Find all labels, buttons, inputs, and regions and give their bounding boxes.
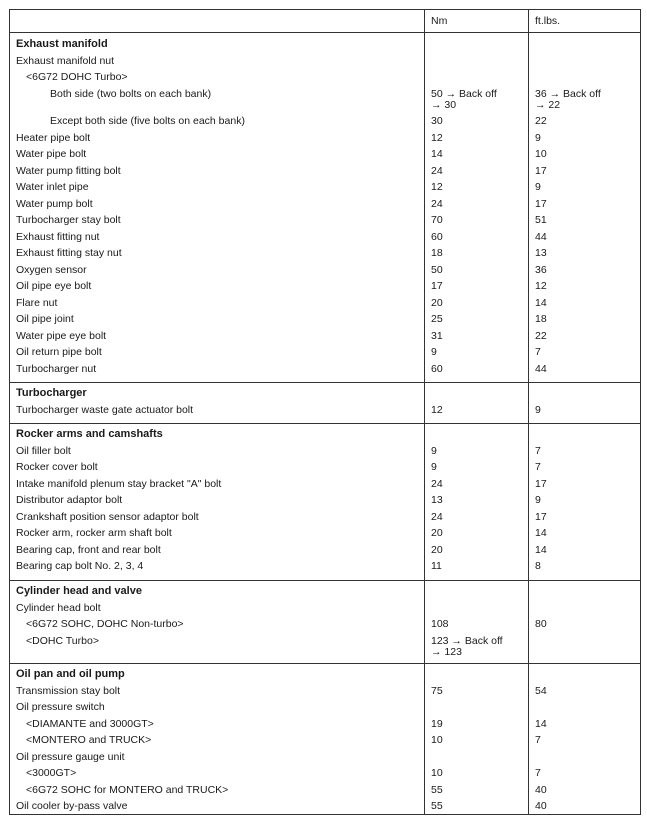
- row-ftlbs-value: 17: [535, 477, 547, 490]
- row-label: <DOHC Turbo>: [26, 634, 99, 647]
- row-ftlbs-value: 7: [535, 346, 541, 358]
- section-title-text: Exhaust manifold: [16, 38, 108, 50]
- table-row: [10, 297, 640, 314]
- table-row: [10, 734, 640, 751]
- table-row: [10, 602, 640, 619]
- row-ftlbs-value: 40: [535, 800, 547, 812]
- torque-spec-table: [9, 9, 641, 815]
- row-nm-value: 55: [431, 783, 443, 796]
- row-ftlbs-value: 12: [535, 280, 547, 292]
- row-label: Crankshaft position sensor adaptor bolt: [16, 510, 199, 523]
- header-nm: Nm: [431, 15, 448, 27]
- table-row: [10, 231, 640, 248]
- row-ftlbs-value: 9: [535, 494, 541, 506]
- row-label: Oil pressure switch: [16, 701, 105, 713]
- table-row: [10, 165, 640, 182]
- row-ftlbs-value: 36: [535, 263, 547, 276]
- table-row: [10, 330, 640, 347]
- table-row: [10, 701, 640, 718]
- row-nm-value: 50: [431, 263, 443, 276]
- section-title: [10, 585, 640, 602]
- row-ftlbs-value: 7: [535, 444, 541, 457]
- table-row: [10, 363, 640, 380]
- table-row: [10, 445, 640, 462]
- table-row: [10, 527, 640, 544]
- table-row: [10, 115, 640, 132]
- row-label: Oil pipe eye bolt: [16, 280, 92, 292]
- row-nm-value: 123 → Back off: [431, 634, 503, 647]
- row-label: Transmission stay bolt: [16, 684, 121, 697]
- table-row: [10, 800, 640, 817]
- row-ftlbs-value: 17: [535, 164, 547, 177]
- row-ftlbs-value: 44: [535, 362, 547, 375]
- table-row: [10, 346, 640, 363]
- row-ftlbs-value: 54: [535, 684, 547, 697]
- row-ftlbs-value: 9: [535, 403, 541, 416]
- row-label: <6G72 DOHC Turbo>: [26, 71, 128, 83]
- row-nm-value: 50 → Back off: [431, 87, 497, 100]
- row-label: Oil pressure gauge unit: [16, 750, 125, 763]
- table-row: [10, 71, 640, 88]
- row-nm-value: 24: [431, 197, 443, 210]
- row-nm-value: 20: [431, 296, 443, 309]
- row-ftlbs-value: 7: [535, 767, 541, 779]
- table-row: [10, 87, 640, 111]
- row-ftlbs-value: 9: [535, 131, 541, 144]
- row-ftlbs-value: 14: [535, 543, 547, 556]
- table-row: [10, 511, 640, 528]
- row-ftlbs-value: 14: [535, 296, 547, 309]
- row-nm-value: 14: [431, 148, 443, 160]
- row-label: Exhaust fitting nut: [16, 230, 100, 243]
- row-label: Water pipe bolt: [16, 148, 87, 160]
- row-label: Turbocharger nut: [16, 362, 97, 375]
- row-label: <6G72 SOHC for MONTERO and TRUCK>: [26, 783, 229, 796]
- row-label: Bearing cap bolt No. 2, 3, 4: [16, 560, 144, 572]
- row-ftlbs-value-cont: → 22: [535, 98, 561, 111]
- row-nm-value: 9: [431, 461, 437, 473]
- row-label: Except both side (five bolts on each bank): [50, 115, 245, 127]
- row-label: Rocker arm, rocker arm shaft bolt: [16, 527, 172, 539]
- row-nm-value: 20: [431, 527, 443, 539]
- table-row: [10, 313, 640, 330]
- row-label: Oxygen sensor: [16, 263, 87, 276]
- row-ftlbs-value: 9: [535, 181, 541, 193]
- row-nm-value: 12: [431, 131, 443, 144]
- row-label: Exhaust fitting stay nut: [16, 247, 122, 259]
- row-nm-value: 108: [431, 618, 449, 630]
- row-nm-value: 70: [431, 214, 443, 226]
- section-divider: [10, 382, 640, 383]
- header-divider: [10, 32, 640, 33]
- row-ftlbs-value: 17: [535, 510, 547, 523]
- row-ftlbs-value: 7: [535, 734, 541, 746]
- row-nm-value: 17: [431, 280, 443, 292]
- table-row: [10, 494, 640, 511]
- row-label: Bearing cap, front and rear bolt: [16, 543, 161, 556]
- row-nm-value-cont: → 30: [431, 98, 457, 111]
- section-divider: [10, 580, 640, 581]
- table-row: [10, 767, 640, 784]
- table-row: [10, 634, 640, 658]
- row-label: Turbocharger waste gate actuator bolt: [16, 403, 194, 416]
- section-divider: [10, 423, 640, 424]
- table-row: [10, 214, 640, 231]
- row-ftlbs-value: 36 → Back off: [535, 87, 601, 100]
- row-label: Oil pipe joint: [16, 313, 74, 325]
- table-row: [10, 55, 640, 72]
- section-title: [10, 38, 640, 55]
- row-ftlbs-value: 51: [535, 214, 547, 226]
- row-nm-value: 75: [431, 684, 443, 697]
- row-label: Water inlet pipe: [16, 181, 89, 193]
- row-ftlbs-value: 8: [535, 560, 541, 572]
- header-ftlbs: ft.lbs.: [535, 15, 561, 27]
- row-label: <MONTERO and TRUCK>: [26, 734, 152, 746]
- row-nm-value: 60: [431, 362, 443, 375]
- row-ftlbs-value: 13: [535, 247, 547, 259]
- row-label: Oil filler bolt: [16, 444, 71, 457]
- section-title-text: Oil pan and oil pump: [16, 668, 125, 680]
- section-title-text: Cylinder head and valve: [16, 585, 142, 597]
- table-row: [10, 544, 640, 561]
- row-ftlbs-value: 18: [535, 313, 547, 325]
- row-nm-value: 9: [431, 444, 437, 457]
- row-nm-value: 18: [431, 247, 443, 259]
- table-row: [10, 560, 640, 577]
- row-ftlbs-value: 40: [535, 783, 547, 796]
- row-ftlbs-value: 22: [535, 115, 547, 127]
- row-nm-value: 11: [431, 560, 442, 572]
- table-row: [10, 198, 640, 215]
- row-ftlbs-value: 10: [535, 148, 547, 160]
- row-ftlbs-value: 14: [535, 717, 547, 730]
- table-header-row: [10, 15, 640, 32]
- row-nm-value: 30: [431, 115, 443, 127]
- row-label: Distributor adaptor bolt: [16, 494, 123, 506]
- row-nm-value: 13: [431, 494, 443, 506]
- row-nm-value: 55: [431, 800, 443, 812]
- table-row: [10, 181, 640, 198]
- row-nm-value: 60: [431, 230, 443, 243]
- table-row: [10, 247, 640, 264]
- row-nm-value: 12: [431, 403, 443, 416]
- row-label: Cylinder head bolt: [16, 601, 101, 614]
- row-label: Water pipe eye bolt: [16, 329, 107, 342]
- row-label: Flare nut: [16, 296, 58, 309]
- row-ftlbs-value: 7: [535, 461, 541, 473]
- row-nm-value: 31: [431, 329, 443, 342]
- row-label: Water pump fitting bolt: [16, 164, 121, 177]
- row-ftlbs-value: 80: [535, 618, 547, 630]
- table-row: [10, 685, 640, 702]
- table-row: [10, 718, 640, 735]
- row-label: Turbocharger stay bolt: [16, 214, 121, 226]
- table-row: [10, 148, 640, 165]
- section-title: [10, 428, 640, 445]
- table-row: [10, 478, 640, 495]
- row-nm-value: 19: [431, 717, 443, 730]
- table-row: [10, 280, 640, 297]
- table-row: [10, 404, 640, 421]
- table-row: [10, 132, 640, 149]
- row-label: <DIAMANTE and 3000GT>: [26, 717, 154, 730]
- row-label: Heater pipe bolt: [16, 131, 91, 144]
- row-ftlbs-value: 17: [535, 197, 547, 210]
- row-nm-value: 12: [431, 181, 443, 193]
- row-nm-value: 25: [431, 313, 443, 325]
- row-nm-value: 10: [431, 734, 443, 746]
- row-label: <3000GT>: [26, 767, 77, 779]
- row-ftlbs-value: 14: [535, 527, 547, 539]
- row-label: Rocker cover bolt: [16, 461, 98, 473]
- table-row: [10, 264, 640, 281]
- row-label: Oil cooler by-pass valve: [16, 800, 128, 812]
- row-nm-value: 24: [431, 164, 443, 177]
- row-nm-value: 20: [431, 543, 443, 556]
- row-nm-value: 9: [431, 346, 437, 358]
- table-row: [10, 461, 640, 478]
- row-ftlbs-value: 44: [535, 230, 547, 243]
- row-nm-value: 24: [431, 510, 443, 523]
- section-divider: [10, 663, 640, 664]
- row-label: Exhaust manifold nut: [16, 54, 115, 67]
- row-nm-value-cont: → 123: [431, 645, 462, 658]
- table-row: [10, 618, 640, 635]
- table-row: [10, 784, 640, 801]
- section-title-text: Rocker arms and camshafts: [16, 428, 163, 440]
- row-label: <6G72 SOHC, DOHC Non-turbo>: [26, 618, 184, 630]
- row-ftlbs-value: 22: [535, 329, 547, 342]
- row-label: Intake manifold plenum stay bracket "A" bolt: [16, 477, 222, 490]
- row-nm-value: 24: [431, 477, 443, 490]
- table-row: [10, 751, 640, 768]
- row-label: Water pump bolt: [16, 197, 93, 210]
- row-nm-value: 10: [431, 767, 443, 779]
- section-title: [10, 668, 640, 685]
- section-title-text: Turbocharger: [16, 387, 87, 399]
- row-label: Oil return pipe bolt: [16, 346, 102, 358]
- row-label: Both side (two bolts on each bank): [50, 87, 212, 100]
- section-title: [10, 387, 640, 404]
